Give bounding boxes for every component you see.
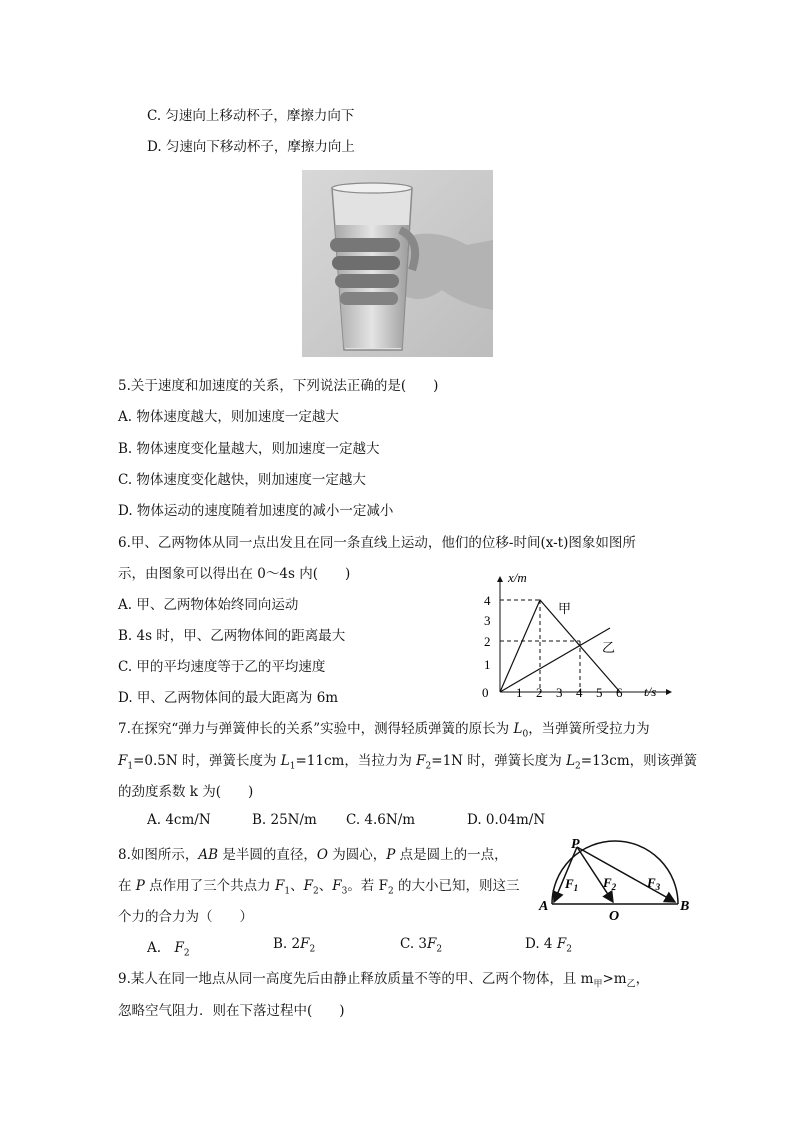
q7-line2: $F_1=0.5N$ 时，弹簧长度为 $L_1=11cm$，当拉力为 $F_2=1N$ 时，弹簧长度为 $L_2=13cm$，则该弹簧 <box>118 753 698 772</box>
q5-option-d: D. 物体运动的速度随着加速度的减小一定减小 <box>118 503 394 519</box>
q4-option-c: C. 匀速向上移动杯子，摩擦力向下 <box>147 108 355 124</box>
q5-option-b: B. 物体速度变化量越大，则加速度一定越大 <box>118 441 380 457</box>
x-axis-arrow <box>497 576 503 582</box>
q5-option-c: C. 物体速度变化越快，则加速度一定越大 <box>118 472 366 488</box>
f2-label: $F_2$ <box>603 875 617 892</box>
q7-option-d: D. 0.04m/N <box>467 812 546 828</box>
point-a-label: A <box>539 899 549 914</box>
label-yi: 乙 <box>602 641 616 656</box>
x-tick-1: 1 <box>484 657 491 672</box>
x-tick-2: 2 <box>484 634 491 649</box>
point-b-label: B <box>680 899 690 914</box>
line-yi <box>500 628 610 692</box>
q6-option-b: B. 4s 时，甲、乙两物体间的距离最大 <box>118 628 346 644</box>
force-f3-arrow <box>577 847 675 902</box>
t-tick-6: 6 <box>616 685 623 700</box>
hand-holding-glass-photo <box>302 170 493 357</box>
q6-option-a: A. 甲、乙两物体始终同向运动 <box>118 597 299 613</box>
q8-option-c: C. $3F_2$ <box>400 936 443 955</box>
point-p-label: P <box>571 838 580 852</box>
q4-option-d: D. 匀速向下移动杯子，摩擦力向上 <box>147 139 355 155</box>
q6-option-d: D. 甲、乙两物体间的最大距离为 6m <box>118 690 339 706</box>
t-tick-3: 3 <box>556 685 563 700</box>
t-tick-1: 1 <box>516 685 523 700</box>
x-tick-3: 3 <box>484 613 491 628</box>
point-o-label: O <box>609 909 620 923</box>
q5-stem: 5.关于速度和加速度的关系，下列说法正确的是( ) <box>118 378 439 394</box>
x-tick-4: 4 <box>484 593 491 608</box>
q7-line1: 7.在探究“弹力与弹簧伸长的关系”实验中，测得轻质弹簧的原长为 $L_0$，当弹簧所受拉力为 <box>118 721 650 740</box>
origin-label: 0 <box>482 685 489 700</box>
q7-option-a: A. 4cm/N <box>147 812 211 828</box>
t-tick-4: 4 <box>576 685 583 700</box>
xt-graph <box>476 568 676 703</box>
q8-option-a: A. $F_2$ <box>147 940 190 959</box>
q6-stem-line1: 6.甲、乙两物体从同一点出发且在同一条直线上运动，他们的位移-时间(x-t)图象如图所 <box>118 535 636 551</box>
q7-option-b: B. 25N/m <box>252 812 317 828</box>
q8-line3: 个力的合力为（ ） <box>118 909 253 925</box>
q8-line2: 在 P 点作用了三个共点力 $F_1$、$F_2$、$F_3$。若 $F_2$ 的大小已知，则这三 <box>118 878 520 897</box>
q7-line3: 的劲度系数 k 为( ) <box>118 784 254 800</box>
q7-option-c: C. 4.6N/m <box>346 812 416 828</box>
q6-stem-line2: 示，由图象可以得出在 0～4s 内( ) <box>118 566 351 582</box>
q6-option-c: C. 甲的平均速度等于乙的平均速度 <box>118 659 326 675</box>
y-axis-label: x/m <box>508 570 527 585</box>
t-tick-2: 2 <box>536 685 543 700</box>
f1-label: $F_1$ <box>565 876 579 893</box>
semicircle-force-figure <box>535 838 695 923</box>
f3-label: $F_3$ <box>647 875 661 892</box>
force-f1-arrow <box>554 847 577 902</box>
q9-line2: 忽略空气阻力．则在下落过程中( ) <box>118 1003 345 1019</box>
t-axis-arrow <box>666 689 672 695</box>
q8-option-b: B. $2F_2$ <box>273 936 316 955</box>
t-tick-5: 5 <box>596 685 603 700</box>
q5-option-a: A. 物体速度越大，则加速度一定越大 <box>118 409 339 425</box>
q8-line1: 8.如图所示，AB 是半圆的直径，O 为圆心，P 点是圆上的一点， <box>118 847 508 863</box>
x-axis-label: t/s <box>644 684 657 699</box>
q8-option-d: D. 4 $F_2$ <box>525 936 572 955</box>
q9-line1: 9.某人在同一地点从同一高度先后由静止释放质量不等的甲、乙两个物体，且 $m_甲>m_乙$， <box>118 971 650 990</box>
label-jia: 甲 <box>558 602 572 617</box>
